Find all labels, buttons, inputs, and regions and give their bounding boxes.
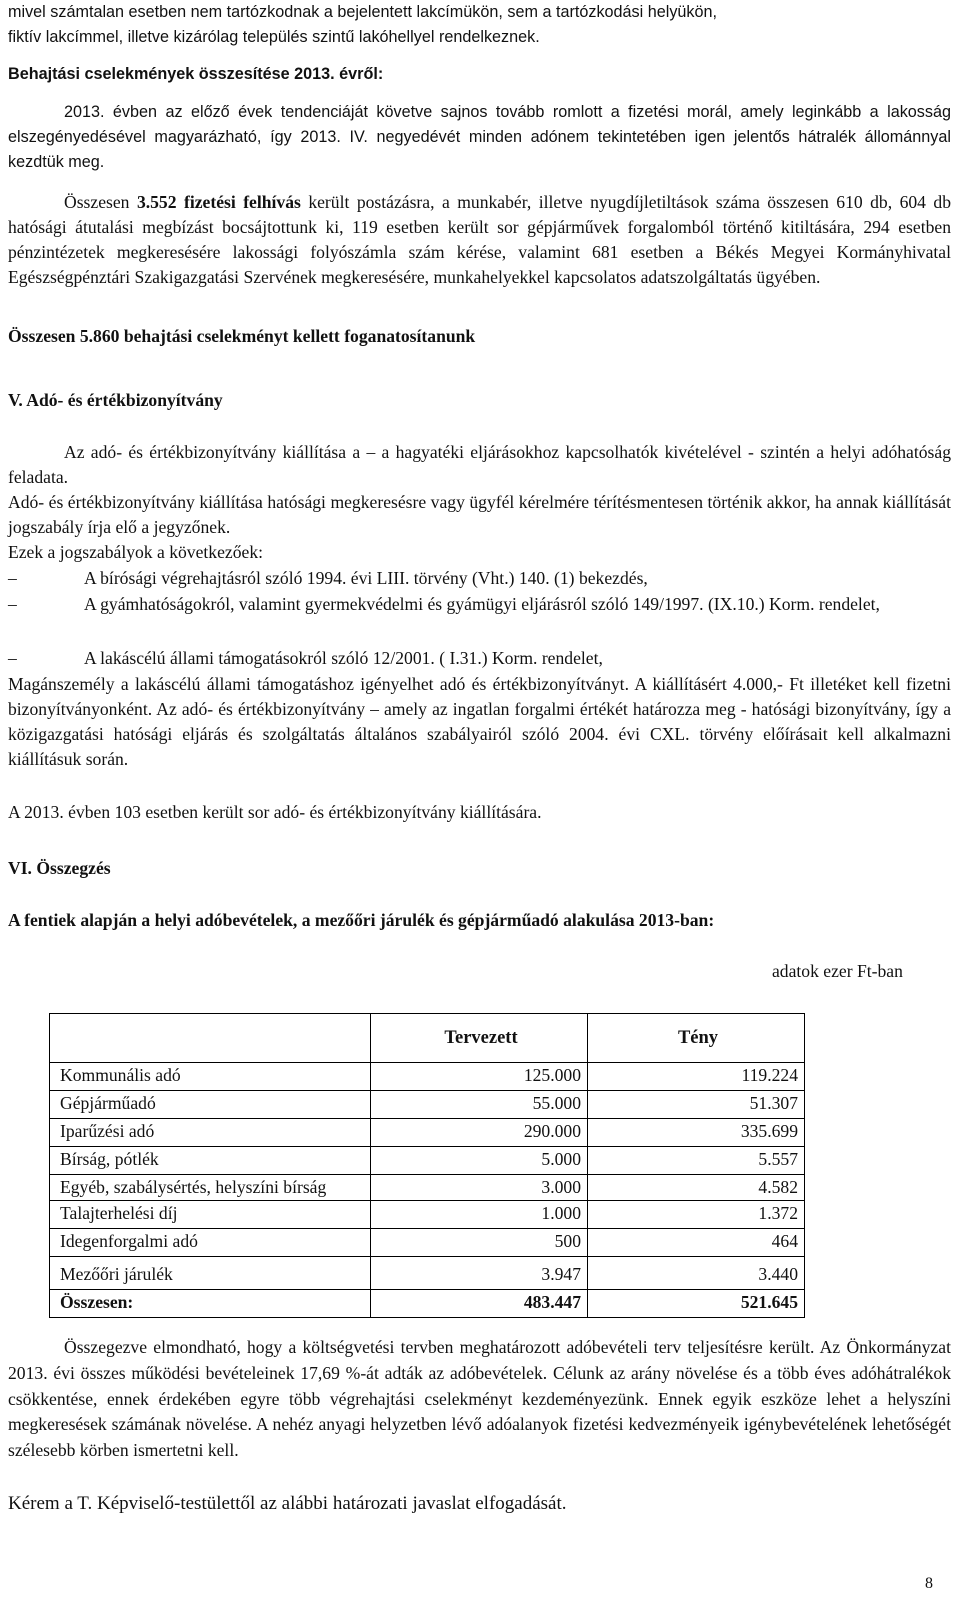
row-actual: 51.307 [588, 1091, 805, 1119]
row-planned: 290.000 [371, 1119, 588, 1147]
resolution-request: Kérem a T. Képviselő-testülettől az alábbi határozati javaslat elfogadását. [8, 1493, 567, 1514]
revenue-table [49, 1013, 805, 1318]
row-planned: 5.000 [371, 1147, 588, 1175]
page-number: 8 [925, 1575, 933, 1592]
row-planned: 3.000 [371, 1175, 588, 1201]
dash-bullet: – [8, 648, 17, 668]
row-actual: 5.557 [588, 1147, 805, 1175]
row-label: Talajterhelési díj [50, 1201, 371, 1229]
table-row [50, 1229, 805, 1257]
row-actual: 4.582 [588, 1175, 805, 1201]
row-label: Iparűzési adó [50, 1119, 371, 1147]
row-label: Gépjárműadó [50, 1091, 371, 1119]
section-6-heading: VI. Összegzés [8, 858, 111, 878]
row-label: Idegenforgalmi adó [50, 1229, 371, 1257]
row-actual: 119.224 [588, 1063, 805, 1091]
table-header-empty [50, 1014, 371, 1063]
summary-paragraph: Összegezve elmondható, hogy a költségvetési tervben meghatározott adóbevételi terv teljesítésre került. Az Önkormányzat 2013. évi összes működési bevételeinek 17,69 %-át adták az adóbevételek. Célunk az arány növelése és a több éves adóhátralékok csökkentése, ennek érdekében egyre több végrehajtási cselekményt kezdeményezünk. Ennek egyik eszköze lehet a helyszíni megkeresések számának növelése. A nehéz anyagi helyzetben lévő adóalanyok fizetési kedvezményeik igénybevételének lehetőségét szélesebb körben ismertetni kell. [8, 1337, 951, 1461]
intro-line-2: fiktív lakcímmel, illetve kizárólag település szintű lakóhellyel rendelkeznek. [8, 28, 540, 46]
dash-bullet: – [8, 568, 17, 588]
table-row [50, 1091, 805, 1119]
section-5-heading: V. Adó- és értékbizonyítvány [8, 390, 223, 410]
enforcement-lead: Összesen [64, 192, 137, 212]
section-5-paragraph-4: Magánszemély a lakáscélú állami támogatáshoz igényelhet adó és értékbizonyítványt. A kiállításért 4.000,- Ft illetéket kell fizetni bizonyítványonként. Az adó- és értékbizonyítvány – amely az ingatlan forgalmi értékét határozza meg - hatósági bizonyítvány, így a közigazgatási hatósági eljárás és szolgáltatás általános szabályairól szóló 2004. évi CXL. törvény előírásait kell alkalmazni kiállításuk során. [8, 674, 951, 769]
section-5-paragraph-1: Az adó- és értékbizonyítvány kiállítása a – a hagyatéki eljárásokhoz kapcsolhatók kivételével - szintén a helyi adóhatóság feladata. [8, 442, 951, 487]
law-list-item-text: A lakáscélú állami támogatásokról szóló 12/2001. ( I.31.) Korm. rendelet, [84, 648, 603, 668]
row-actual: 464 [588, 1229, 805, 1257]
intro-paragraph [8, 0, 951, 50]
law-list-item-text: A bírósági végrehajtásról szóló 1994. évi LIII. törvény (Vht.) 140. (1) bekezdés, [84, 568, 648, 588]
row-actual: 1.372 [588, 1201, 805, 1229]
table-row [50, 1201, 805, 1229]
law-list-item [8, 592, 951, 617]
table-row [50, 1063, 805, 1091]
total-actual: 521.645 [588, 1290, 805, 1318]
row-label: Kommunális adó [50, 1063, 371, 1091]
total-label: Összesen: [50, 1290, 371, 1318]
row-label: Mezőőri járulék [50, 1257, 371, 1290]
law-list-item [8, 646, 951, 671]
row-planned: 55.000 [371, 1091, 588, 1119]
enforcement-paragraph-2 [8, 190, 951, 290]
table-row [50, 1175, 805, 1201]
enforcement-notice-count: 3.552 fizetési felhívás [136, 192, 301, 212]
row-planned: 125.000 [371, 1063, 588, 1091]
law-list-item [8, 566, 951, 591]
enforcement-total: Összesen 5.860 behajtási cselekményt kellett foganatosítanunk [8, 326, 476, 346]
row-planned: 1.000 [371, 1201, 588, 1229]
row-actual: 3.440 [588, 1257, 805, 1290]
row-planned: 3.947 [371, 1257, 588, 1290]
enforcement-paragraph-1: 2013. évben az előző évek tendenciáját követve sajnos tovább romlott a fizetési morál, amely leginkább a lakosság elszegényedésével magyarázható, így 2013. IV. negyedévét minden adónem tekintetében igen jelentős hátralék állománnyal kezdtük meg. [8, 103, 951, 171]
enforcement-title: Behajtási cselekmények összesítése 2013. évről: [8, 65, 384, 83]
row-planned: 500 [371, 1229, 588, 1257]
section-5-paragraph-2: Adó- és értékbizonyítvány kiállítása hatósági megkeresésre vagy ügyfél kérelmére térítésmentesen történik akkor, ha annak kiállítását jogszabály írja elő a jegyzőnek. [8, 492, 951, 537]
row-actual: 335.699 [588, 1119, 805, 1147]
table-row [50, 1257, 805, 1290]
row-label: Bírság, pótlék [50, 1147, 371, 1175]
law-list-item-text: A gyámhatóságokról, valamint gyermekvédelmi és gyámügyi eljárásról szóló 149/1997. (IX.10.) Korm. rendelet, [84, 594, 880, 614]
intro-line-1: mivel számtalan esetben nem tartózkodnak a bejelentett lakcímükön, sem a tartózkodási helyükön, [8, 3, 718, 21]
section-5-paragraph-3: Ezek a jogszabályok a következőek: [8, 542, 263, 562]
table-unit-note: adatok ezer Ft-ban [772, 961, 903, 981]
table-header-actual: Tény [588, 1014, 805, 1063]
table-total-row [50, 1290, 805, 1318]
section-6-subheading: A fentiek alapján a helyi adóbevételek, a mezőőri járulék és gépjárműadó alakulása 2013-ban: [8, 910, 715, 930]
section-5-paragraph-5: A 2013. évben 103 esetben került sor adó- és értékbizonyítvány kiállítására. [8, 802, 542, 822]
table-header-planned: Tervezett [371, 1014, 588, 1063]
total-planned: 483.447 [371, 1290, 588, 1318]
row-label: Egyéb, szabálysértés, helyszíni bírság [50, 1175, 371, 1201]
dash-bullet: – [8, 594, 17, 614]
enforcement-details: került postázásra, a munkabér, illetve nyugdíjletiltások száma összesen 610 db, 604 db hatósági átutalási megbízást bocsájtottunk ki, 119 esetben került sor gépjárművek forgalomból történő kitiltására, 294 esetben pénzintézetek megkeresésére lakossági folyószámla szám kérése, valamint 681 esetben a Békés Megyei Kormányhivatal Egészségpénztári Szakigazgatási Szervének megkeresésére, munkahelyekkel kapcsolatos adatszolgáltatás ügyében. [8, 192, 952, 287]
table-header-row [50, 1014, 805, 1063]
table-row [50, 1147, 805, 1175]
table-row [50, 1119, 805, 1147]
